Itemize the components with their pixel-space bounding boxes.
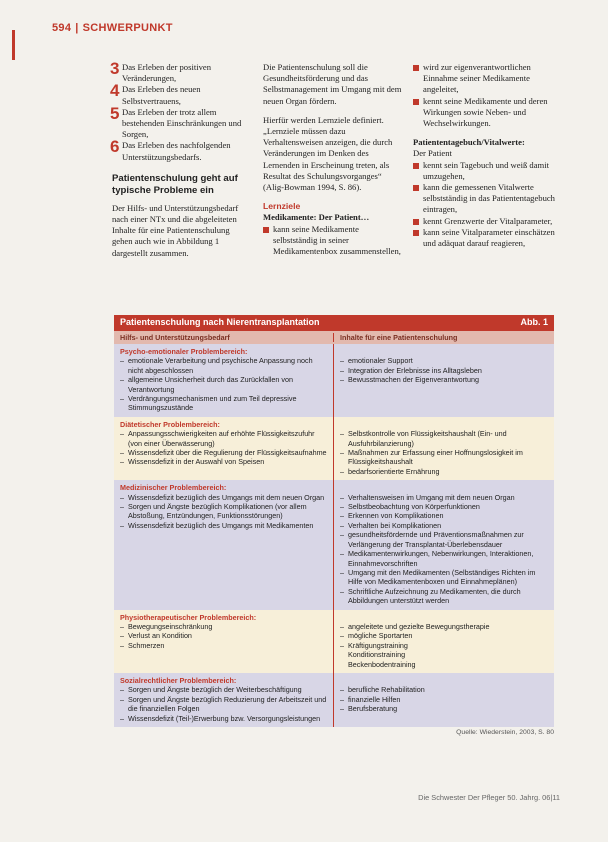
header-separator: | bbox=[75, 22, 79, 34]
page-number: 594 bbox=[52, 22, 72, 34]
table-list-item: – Bewegungseinschränkung bbox=[120, 622, 327, 631]
table-list-item: – Bewusstmachen der Eigenverantwortung bbox=[340, 375, 548, 384]
subheading: Patientenschulung geht auf typische Probleme ein bbox=[112, 172, 238, 196]
section-contents-cell bbox=[334, 417, 554, 480]
item-text: Das Erleben des neuen Selbstvertrauens, bbox=[122, 84, 201, 106]
table-list-item: – Schriftliche Aufzeichnung zu Medikamenten, die durch Abbildungen unterstützt werden bbox=[340, 587, 548, 606]
table-list-item: – Wissensdefizit bezüglich des Umgangs mit Medikamenten bbox=[120, 521, 327, 530]
numbered-item bbox=[110, 103, 252, 141]
table-title: Patientenschulung nach Nierentransplantation bbox=[120, 317, 320, 328]
table-list-item: – Maßnahmen zur Erfassung einer Hoffnungslosigkeit im Flüssigkeitshaushalt bbox=[340, 448, 548, 467]
table-list-item: – Verlust an Kondition bbox=[120, 631, 327, 640]
spacer bbox=[340, 483, 548, 492]
list-item: kennt Grenzwerte der Vitalparameter, bbox=[413, 216, 555, 227]
table-list-item: – berufliche Rehabilitation bbox=[340, 685, 548, 694]
table-list-item: – Kräftigungstraining bbox=[340, 641, 548, 650]
table-list-item: – Berufsberatung bbox=[340, 704, 548, 713]
table-list-item: – Verhalten bei Komplikationen bbox=[340, 521, 548, 530]
section-contents-cell bbox=[334, 610, 554, 673]
table-section bbox=[114, 610, 554, 673]
section-needs-cell bbox=[114, 480, 334, 609]
paragraph: Der Hilfs- und Unterstützungsbedarf nach einer NTx und die abgeleiteten Inhalte für eine Patientenschulung gehen auch wie in Abbildung 1 dargestellt zusammen. bbox=[112, 202, 239, 258]
table-list-item: – emotionaler Support bbox=[340, 356, 548, 365]
section-title: Physiotherapeutischer Problembereich: bbox=[120, 612, 257, 622]
section-needs-cell bbox=[114, 673, 334, 727]
table-section bbox=[114, 417, 554, 480]
item-number: 3 bbox=[110, 59, 120, 78]
table-section bbox=[114, 344, 554, 417]
section-contents-cell bbox=[334, 480, 554, 609]
table-list-item: Konditionstraining bbox=[348, 650, 406, 660]
section-contents-cell bbox=[334, 344, 554, 417]
table-list-item: Beckenbodentraining bbox=[348, 659, 416, 669]
tagebuch-heading: Patiententagebuch/Vitalwerte: bbox=[413, 137, 525, 148]
section-title: Sozialrechtlicher Problembereich: bbox=[120, 675, 237, 685]
table-list-item: – Umgang mit den Medikamenten (Selbständiges Richten im Hilfe von Medikamentenboxen und Einnahmeplänen) bbox=[340, 568, 548, 587]
spacer bbox=[340, 613, 548, 622]
table-body bbox=[114, 344, 554, 727]
paragraph: Die Patientenschulung soll die Gesundheitsförderung und das Selbstmanagement im Umgang mit dem neuen Organ fördern. bbox=[263, 62, 402, 106]
item-number: 4 bbox=[110, 81, 120, 101]
spacer bbox=[340, 676, 548, 685]
table-list-item: – allgemeine Unsicherheit durch das Zurückfallen von Verantwortung bbox=[120, 375, 327, 394]
table-list-item: – Selbstkontrolle von Flüssigkeitshaushalt (Ein- und Ausfuhrbilanzierung) bbox=[340, 429, 548, 448]
table-list-item: – Wissensdefizit über die Regulierung der Flüssigkeitsaufnahme bbox=[120, 448, 327, 457]
figure-table bbox=[114, 315, 554, 737]
table-list-item: – Sorgen und Ängste bezüglich der Weiterbeschäftigung bbox=[120, 685, 327, 694]
numbered-item bbox=[110, 59, 252, 84]
figure-label: Abb. 1 bbox=[520, 317, 548, 328]
item-text: Das Erleben der positiven Veränderungen, bbox=[122, 62, 212, 84]
paragraph: Hierfür werden Lernziele definiert. „Lernziele müssen dazu Verhaltensweisen anzeigen, die durch Veränderungen im Denken des Lernenden in Erscheinung treten, als Resultat des Schulungsvorganges“ (Alig-Bowman 1994, S. 86). bbox=[263, 114, 393, 193]
column-header-left: Hilfs- und Unterstützungsbedarf bbox=[114, 333, 334, 342]
list-item: wird zur eigenverantwortlichen Einnahme seiner Medikamente angeleitet, bbox=[413, 62, 555, 96]
table-list-item: – emotionale Verarbeitung und psychische Anpassung noch nicht abgeschlossen bbox=[120, 356, 327, 375]
list-item: kann seine Vitalparameter einschätzen und adäquat darauf reagieren, bbox=[413, 227, 555, 249]
table-list-item: – Wissensdefizit bezüglich des Umgangs mit dem neuen Organ bbox=[120, 493, 327, 502]
section-title: SCHWERPUNKT bbox=[82, 22, 173, 34]
text-column-2 bbox=[263, 62, 403, 257]
numbered-item bbox=[110, 81, 252, 106]
table-list-item: – gesundheitsfördernde und Präventionsmaßnahmen zur Verlängerung der Transplantat-Überlebensdauer bbox=[340, 530, 548, 549]
running-header bbox=[52, 22, 173, 34]
text-column-3 bbox=[413, 62, 555, 249]
table-list-item: – Integration der Erlebnisse ins Alltagsleben bbox=[340, 366, 548, 375]
table-list-item: – angeleitete und gezielte Bewegungstherapie bbox=[340, 622, 548, 631]
table-header-row bbox=[114, 331, 554, 344]
spacer bbox=[340, 420, 548, 429]
numbered-item bbox=[110, 137, 252, 162]
medikamente-heading: Medikamente: Der Patient… bbox=[263, 212, 370, 223]
intro-text: Der Patient bbox=[413, 148, 452, 159]
list-item: kennt sein Tagebuch und weiß damit umzugehen, bbox=[413, 160, 555, 182]
column-header-right: Inhalte für eine Patientenschulung bbox=[340, 332, 458, 342]
page-footer: Die Schwester Der Pfleger 50. Jahrg. 06|11 bbox=[418, 793, 560, 802]
item-text: Das Erleben der trotz allem bestehenden Einschränkungen und Sorgen, bbox=[122, 106, 242, 140]
section-needs-cell bbox=[114, 344, 334, 417]
table-list-item: – Sorgen und Ängste bezüglich Reduzierung der Arbeitszeit und die finanziellen Folgen bbox=[120, 695, 327, 714]
table-list-item: – mögliche Sportarten bbox=[340, 631, 548, 640]
table-list-item: – Anpassungsschwierigkeiten auf erhöhte Flüssigkeitszufuhr (von einer Überwässerung) bbox=[120, 429, 327, 448]
table-list-item: – Erkennen von Komplikationen bbox=[340, 511, 548, 520]
table-list-item: – Wissensdefizit (Teil-)Erwerbung bzw. Versorgungsleistungen bbox=[120, 714, 327, 723]
table-section bbox=[114, 480, 554, 609]
item-number: 6 bbox=[110, 137, 120, 157]
list-item: kann die gemessenen Vitalwerte selbstständig in das Patiententagebuch eintragen, bbox=[413, 182, 555, 216]
list-item: kann seine Medikamente selbstständig in seiner Medikamentenbox zusammenstellen, bbox=[263, 224, 403, 258]
section-needs-cell bbox=[114, 610, 334, 673]
spacer bbox=[340, 347, 548, 356]
section-title: Medizinischer Problembereich: bbox=[120, 483, 227, 493]
table-list-item: – Sorgen und Ängste bezüglich Komplikationen (vor allem Abstoßung, Entzündungen, Funktionsstörungen) bbox=[120, 502, 327, 521]
page-edge-marker bbox=[12, 30, 15, 60]
table-list-item: – finanzielle Hilfen bbox=[340, 695, 548, 704]
list-item: kennt seine Medikamente und deren Wirkungen sowie Neben- und Wechselwirkungen. bbox=[413, 96, 555, 130]
table-section bbox=[114, 673, 554, 727]
numbered-list bbox=[110, 59, 252, 163]
section-contents-cell bbox=[334, 673, 554, 727]
text-column-1 bbox=[110, 59, 252, 267]
table-list-item: – Schmerzen bbox=[120, 641, 327, 650]
table-list-item: – bedarfsorientierte Ernährung bbox=[340, 467, 548, 476]
table-source: Quelle: Wiederstein, 2003, S. 80 bbox=[456, 728, 554, 736]
section-title: Psycho-emotionaler Problembereich: bbox=[120, 347, 248, 356]
table-list-item: – Wissensdefizit in der Auswahl von Speisen bbox=[120, 457, 327, 466]
table-list-item: – Medikamentenwirkungen, Nebenwirkungen, Interaktionen, Einnahmevorschriften bbox=[340, 549, 548, 568]
item-text: Das Erleben des nachfolgenden Unterstützungsbedarfs. bbox=[122, 140, 231, 162]
section-title: Diätetischer Problembereich: bbox=[120, 419, 220, 429]
table-list-item: – Verdrängungsmechanismen und zum Teil depressive Stimmungszustände bbox=[120, 394, 327, 413]
item-number: 5 bbox=[110, 103, 120, 123]
table-list-item: – Verhaltensweisen im Umgang mit dem neuen Organ bbox=[340, 493, 548, 502]
lernziele-heading: Lernziele bbox=[263, 201, 301, 212]
table-title-bar bbox=[114, 315, 554, 331]
section-needs-cell bbox=[114, 417, 334, 480]
table-list-item: – Selbstbeobachtung von Körperfunktionen bbox=[340, 502, 548, 511]
